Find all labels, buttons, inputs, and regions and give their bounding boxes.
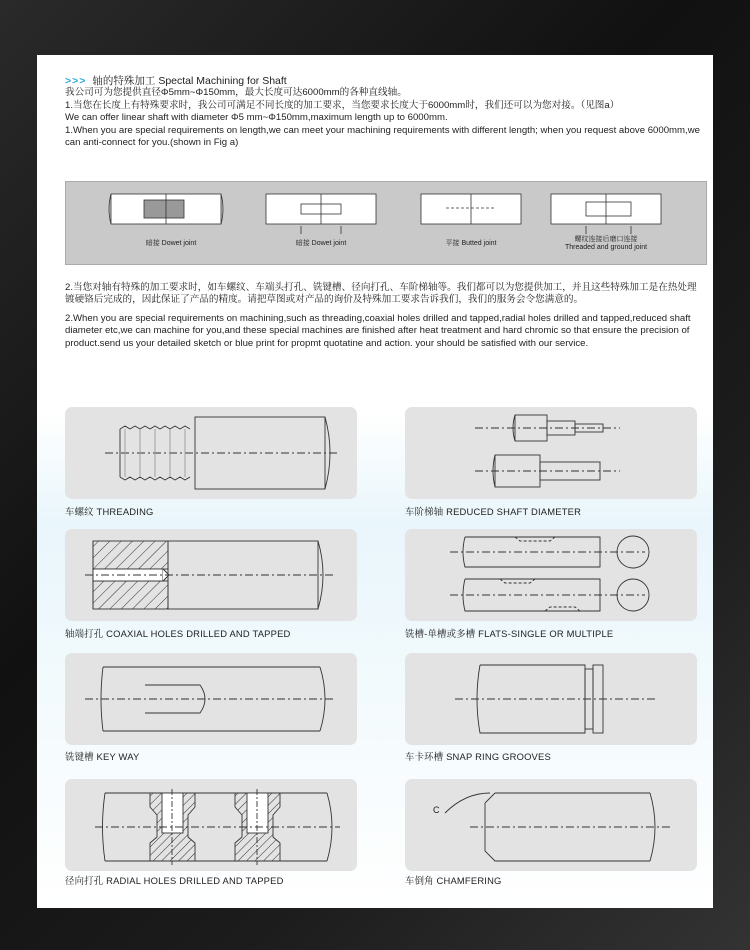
flats-panel: [405, 529, 697, 621]
joint-figure: [65, 181, 707, 265]
chamfering-caption: 车倒角 CHAMFERING: [405, 875, 502, 886]
reduced-shaft-caption: 车阶梯轴 REDUCED SHAFT DIAMETER: [405, 506, 582, 517]
catalog-page: [37, 55, 713, 908]
threading-caption: 车螺纹 THREADING: [65, 506, 154, 517]
coaxial-holes-caption: 轴端打孔 COAXIAL HOLES DRILLED AND TAPPED: [65, 628, 291, 639]
joint-label-4: 螺纹连接后磨口连接 Threaded and ground joint: [564, 236, 648, 251]
flats-caption: 铣槽-单槽或多槽 FLATS-SINGLE OR MULTIPLE: [405, 628, 614, 639]
joint-label-2: 暗接 Dowet joint: [295, 240, 347, 247]
snap-ring-drawing: [405, 653, 697, 745]
reduced-shaft-drawing: [405, 407, 697, 499]
joint-label-1: 暗接 Dowet joint: [145, 240, 197, 247]
title-text: 轴的特殊加工 Spectal Machining for Shaft: [92, 75, 287, 87]
header-section: [65, 75, 705, 149]
snap-ring-caption: 车卡环槽 SNAP RING GROOVES: [405, 751, 551, 762]
key-way-drawing: [65, 653, 357, 745]
cn-machining-text: 2.当您对轴有特殊的加工要求时，如车螺纹、车端头打孔、铣键槽、径向打孔、车阶梯轴等。我们都可以为您提供加工，并且这些特殊加工是在热处理镀硬铬后完成的，因此保证了产品的精度。请把草图或对产品的询价及特殊加工要求告诉我们，我们的服务会令您满意的。: [65, 282, 697, 306]
key-way-panel: [65, 653, 357, 745]
dowet-joint-1-drawing: [109, 194, 223, 224]
chamfering-panel: [405, 779, 697, 871]
snap-ring-panel: [405, 653, 697, 745]
chamfer-symbol: C: [433, 805, 440, 815]
threading-drawing: [65, 407, 357, 499]
chamfering-drawing: [405, 779, 697, 871]
en-length-line: 1.When you are special requirements on length,we can meet your machining requirements with different length; when you request above 6000mm,we can anti-connect for you.(shown in Fig a): [65, 124, 700, 149]
flats-drawing: [405, 529, 697, 621]
radial-holes-drawing: [65, 779, 357, 871]
dowet-joint-2-drawing: [266, 194, 376, 234]
coaxial-holes-drawing: [65, 529, 357, 621]
cn-length-line: 1.当您在长度上有特殊要求时，我公司可满足不同长度的加工要求，当您要求长度大于6000mm时，我们还可以为您对接。（见图a）: [65, 99, 620, 111]
threading-panel: [65, 407, 357, 499]
coaxial-holes-panel: [65, 529, 357, 621]
en-machining-text: 2.When you are special requirements on machining,such as threading,coaxial holes drilled and tapped,radial holes drilled and tapped,reduced shaft diameter etc,we can machine for you,and these special machines are finished after heat treatment and hard chromic so that ensure the precision of product.send us your detailed sketch or blue print for propmt quotatine and action. your should be satisfied with our service.: [65, 312, 691, 349]
reduced-shaft-panel: [405, 407, 697, 499]
radial-holes-panel: [65, 779, 357, 871]
cn-intro-line: 我公司可为您提供直径Φ5mm~Φ150mm，最大长度可达6000mm的各种直线轴。: [65, 87, 407, 99]
butted-joint-drawing: [421, 194, 521, 224]
en-intro-line: We can offer linear shaft with diameter Φ5 mm~Φ150mm,maximum length up to 6000mm.: [65, 112, 448, 124]
key-way-caption: 铣键槽 KEY WAY: [65, 751, 140, 762]
radial-holes-caption: 径向打孔 RADIAL HOLES DRILLED AND TAPPED: [65, 875, 284, 886]
joint-label-3: 平接 Butted joint: [445, 240, 497, 247]
threaded-joint-drawing: [551, 194, 661, 234]
arrows-icon: >>>: [65, 75, 87, 87]
machining-paragraph: [65, 282, 705, 350]
section-title: [65, 75, 705, 87]
